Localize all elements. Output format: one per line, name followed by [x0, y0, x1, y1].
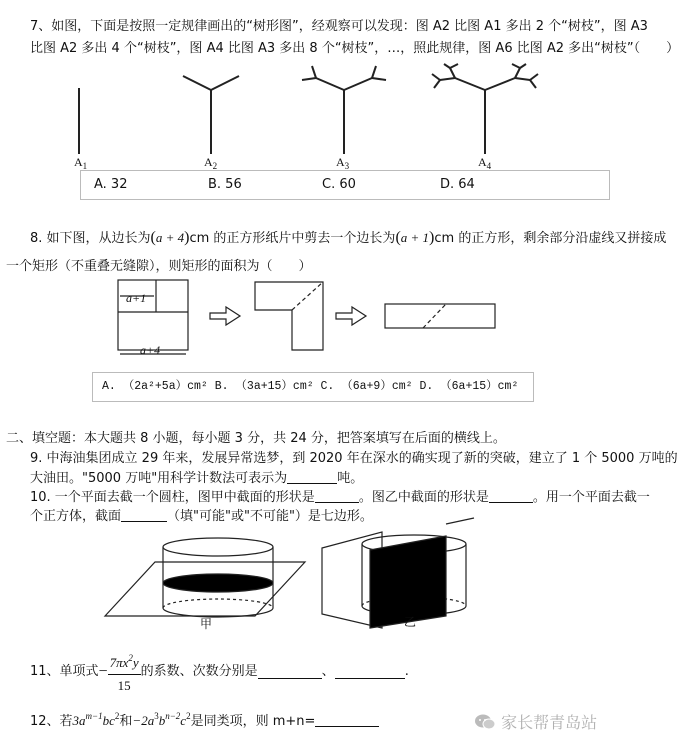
- q10-line1: 10. 一个平面去截一个圆柱，图甲中截面的形状是 。图乙中截面的形状是 。用一个平面去截一: [30, 490, 650, 505]
- q7-option-c: C. 60: [322, 177, 356, 192]
- label-a-plus-1: a+1: [126, 291, 147, 305]
- q9-blank[interactable]: [287, 471, 337, 484]
- q7-option-b: B. 56: [208, 177, 242, 192]
- watermark: [474, 710, 597, 733]
- q10-blank-yi[interactable]: [489, 490, 533, 503]
- chat-bubble-icon: [474, 713, 496, 731]
- q8-options: A. （2a²+5a）cm² B. （3a+15）cm² C. （6a+9）cm² D. （6a+15）cm²: [102, 380, 519, 393]
- q8-line1: 8. 如下图，从边长为(a + 4)cm 的正方形纸片中剪去一个边长为(a + 1)cm 的正方形，剩余部分沿虚线又拼接成: [30, 229, 667, 246]
- q11: 11、单项式− $\frac{7\pi x^2y}{15}$ 的系数、次数分别是 、 .: [30, 648, 409, 696]
- q10-blank-jia[interactable]: [315, 490, 359, 503]
- label-jia: 甲: [200, 617, 213, 631]
- q10-line2: 个正方体，截面 （填"可能"或"不可能"）是七边形。: [30, 509, 373, 524]
- q12-blank[interactable]: [315, 714, 379, 727]
- q10-blank-cube[interactable]: [121, 509, 167, 522]
- section2-heading: 二、填空题：本大题共 8 小题，每小题 3 分，共 24 分，把答案填写在后面的横线上。: [6, 431, 506, 446]
- q7-option-d: D. 64: [440, 177, 475, 192]
- q12: 12、若$3a^{m-1}bc^2$和$-2a^3b^{n-2}c^2$是同类项，则 m+n=: [30, 708, 379, 730]
- label-a2: $A_2$: [204, 155, 218, 171]
- label-yi: 乙: [404, 615, 417, 629]
- q11-fraction: $\frac{7\pi x^2y}{15}$: [108, 648, 141, 696]
- q7-line1: 7、如图，下面是按照一定规律画出的“树形图”，经观察可以发现：图 A2 比图 A1 多出 2 个“树枝”，图 A3: [30, 19, 648, 34]
- tree-figures: [60, 66, 580, 176]
- square-figures: [110, 276, 510, 368]
- cylinder-figures: [100, 524, 480, 632]
- q9-line2: 大油田。"5000 万吨"用科学计数法可表示为 吨。: [30, 471, 364, 486]
- q7-line2: 比图 A2 多出 4 个“树枝”，图 A4 比图 A3 多出 8 个“树枝”，…，照此规律，图 A6 比图 A2 多出“树枝”（ ）: [30, 41, 679, 56]
- label-a4: $A_4$: [478, 155, 492, 171]
- label-a-plus-4: a+4: [140, 343, 161, 357]
- q11-blank-coef[interactable]: [258, 666, 322, 679]
- q8-line2: 一个矩形（不重叠无缝隙），则矩形的面积为（ ）: [6, 259, 312, 274]
- watermark-text: 家长帮青岛站: [501, 713, 598, 732]
- q11-blank-degree[interactable]: [335, 666, 405, 679]
- label-a1: $A_1$: [74, 155, 88, 171]
- q7-option-a: A. 32: [94, 177, 128, 192]
- q9-line1: 9. 中海油集团成立 29 年来，发展异常选梦，到 2020 年在深水的确实现了新的突破，建立了 1 个 5000 万吨的: [30, 451, 678, 466]
- label-a3: $A_3$: [336, 155, 350, 171]
